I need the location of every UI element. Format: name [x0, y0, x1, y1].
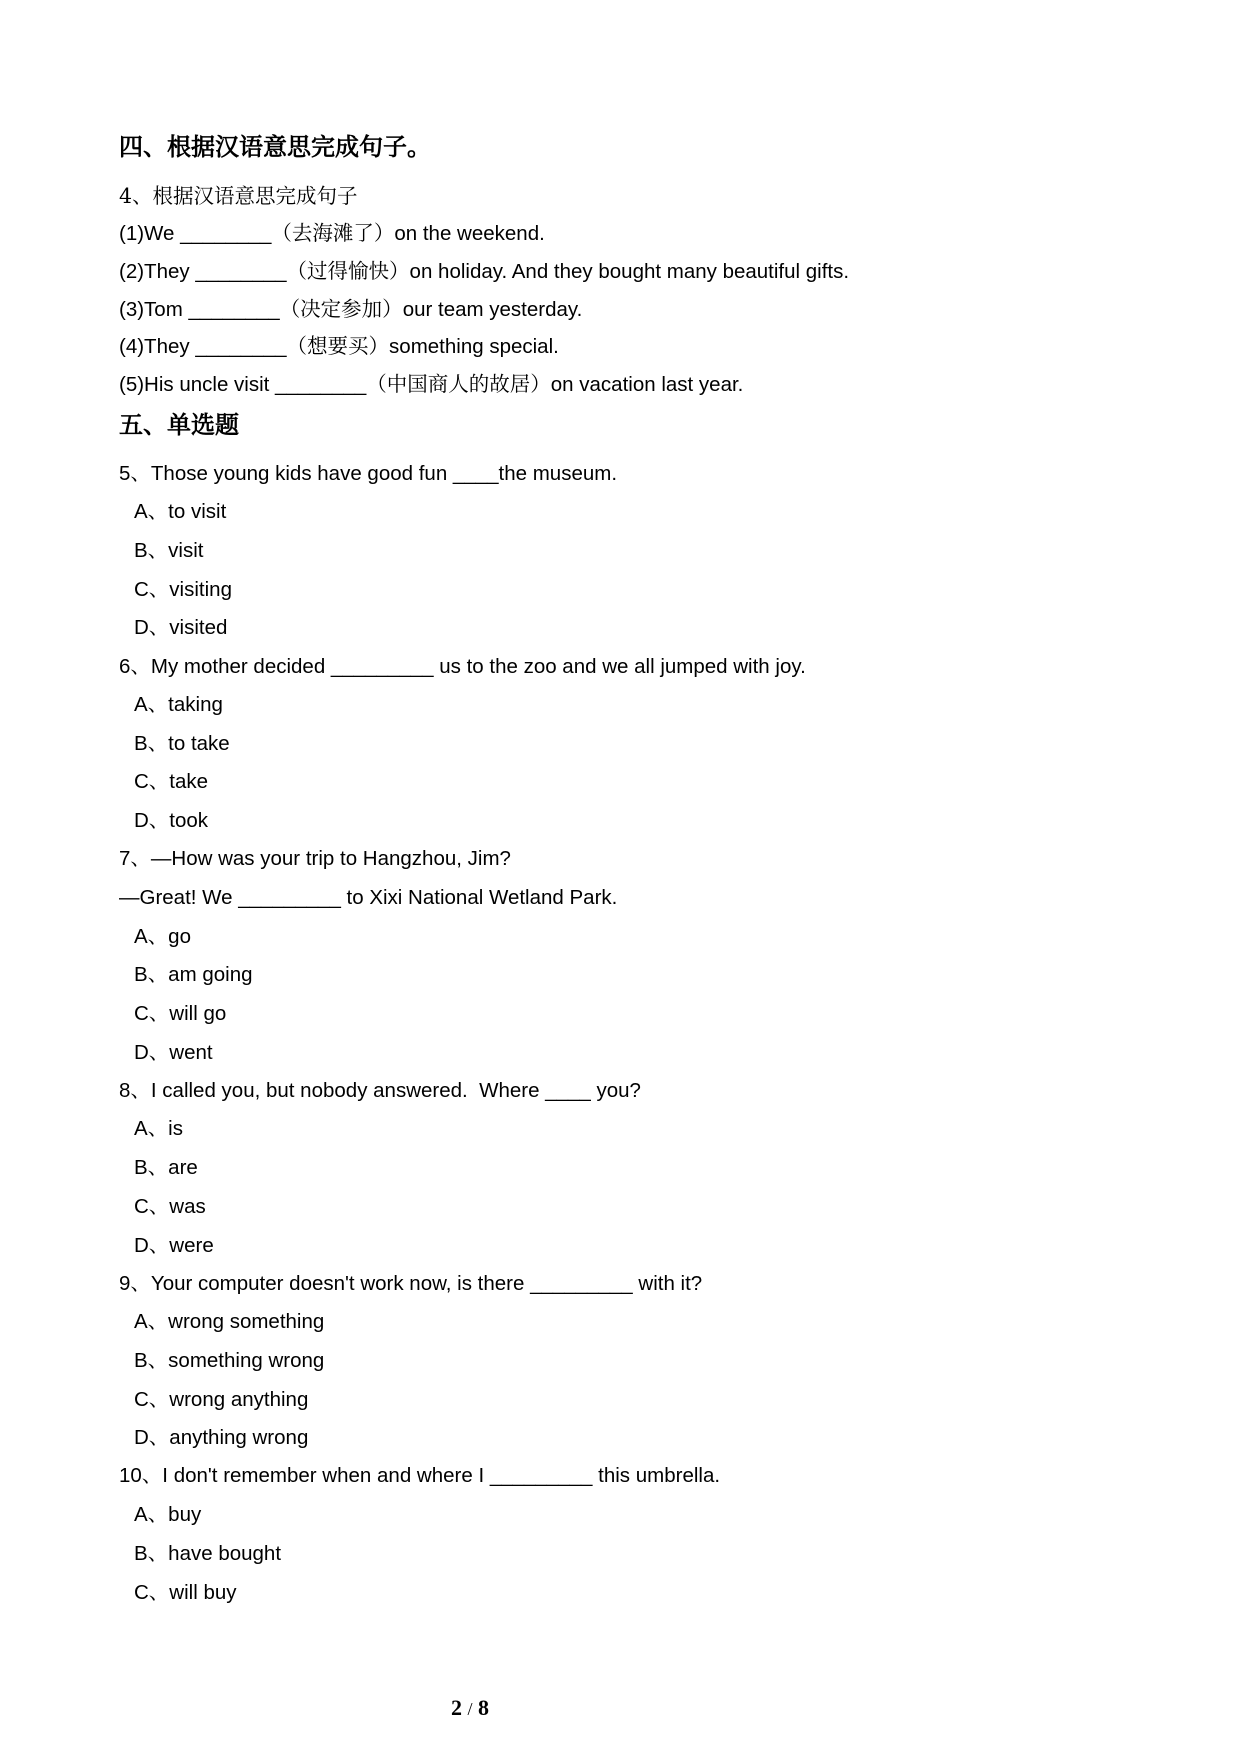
question-7-option-d[interactable]: D、went — [134, 1041, 213, 1064]
question-9-stem: 9、Your computer doesn't work now, is there _________ with it? — [119, 1272, 703, 1295]
sentence-1-pre: (1)We ________ — [119, 222, 272, 245]
section-5-title: 五、单选题 — [119, 410, 239, 439]
sentence-4-post: something special. — [389, 335, 559, 358]
question-10-stem: 10、I don't remember when and where I _________ this umbrella. — [119, 1464, 721, 1487]
sentence-3-post: our team yesterday. — [402, 298, 583, 321]
question-5-option-a[interactable]: A、to visit — [134, 500, 227, 523]
section-4-title: 四、根据汉语意思完成句子。 — [119, 132, 431, 161]
question-7-stem: 7、—How was your trip to Hangzhou, Jim? — [119, 847, 511, 870]
sentence-2-pre: (2)They ________ — [119, 260, 287, 283]
sentence-4-hint: （想要买） — [286, 334, 390, 358]
question-6-option-d[interactable]: D、took — [134, 809, 209, 832]
sentence-3-pre: (3)Tom ________ — [119, 298, 280, 321]
question-6-option-c[interactable]: C、take — [134, 770, 209, 793]
question-5-stem: 5、Those young kids have good fun ____the museum. — [119, 462, 618, 485]
question-6-option-b[interactable]: B、to take — [134, 732, 230, 755]
sentence-2-hint: （过得愉快） — [286, 259, 410, 283]
question-8-option-a[interactable]: A、is — [134, 1117, 183, 1140]
question-9-option-d[interactable]: D、anything wrong — [134, 1426, 309, 1449]
question-9-option-c[interactable]: C、wrong anything — [134, 1388, 309, 1411]
question-7-option-a[interactable]: A、go — [134, 925, 191, 948]
question-4-intro: 4、根据汉语意思完成句子 — [119, 184, 358, 208]
question-10-option-c[interactable]: C、will buy — [134, 1581, 237, 1604]
sentence-3-hint: （决定参加） — [279, 297, 403, 321]
sentence-4 — [119, 332, 559, 361]
sentence-1 — [119, 219, 545, 248]
sentence-4-pre: (4)They ________ — [119, 335, 287, 358]
sentence-5-hint: （中国商人的故居） — [366, 372, 551, 396]
question-9-option-a[interactable]: A、wrong something — [134, 1310, 325, 1333]
question-8-option-b[interactable]: B、are — [134, 1156, 198, 1179]
question-7-stem-response: —Great! We _________ to Xixi National Wetland Park. — [119, 886, 618, 909]
page-separator: / — [467, 1699, 473, 1719]
sentence-5-post: on vacation last year. — [550, 373, 744, 396]
sentence-5 — [119, 370, 743, 399]
question-9-option-b[interactable]: B、something wrong — [134, 1349, 325, 1372]
question-7-option-c[interactable]: C、will go — [134, 1002, 227, 1025]
question-6-stem: 6、My mother decided _________ us to the zoo and we all jumped with joy. — [119, 655, 806, 678]
question-10-option-a[interactable]: A、buy — [134, 1503, 202, 1526]
question-6-option-a[interactable]: A、taking — [134, 693, 223, 716]
sentence-3 — [119, 295, 582, 324]
sentence-2 — [119, 257, 849, 286]
page-total: 8 — [478, 1695, 489, 1720]
sentence-1-hint: （去海滩了） — [271, 221, 395, 245]
sentence-2-post: on holiday. And they bought many beautiful gifts. — [409, 260, 850, 283]
page-current: 2 — [450, 1695, 462, 1720]
question-8-option-c[interactable]: C、was — [134, 1195, 206, 1218]
sentence-1-post: on the weekend. — [394, 222, 545, 245]
question-5-option-c[interactable]: C、visiting — [134, 578, 232, 601]
question-5-option-b[interactable]: B、visit — [134, 539, 204, 562]
question-8-option-d[interactable]: D、were — [134, 1234, 214, 1257]
question-8-stem: 8、I called you, but nobody answered. Where ____ you? — [119, 1079, 641, 1102]
sentence-5-pre: (5)His uncle visit ________ — [119, 373, 367, 396]
question-5-option-d[interactable]: D、visited — [134, 616, 228, 639]
question-7-option-b[interactable]: B、am going — [134, 963, 253, 986]
question-10-option-b[interactable]: B、have bought — [134, 1542, 282, 1565]
page-number — [0, 1695, 940, 1721]
